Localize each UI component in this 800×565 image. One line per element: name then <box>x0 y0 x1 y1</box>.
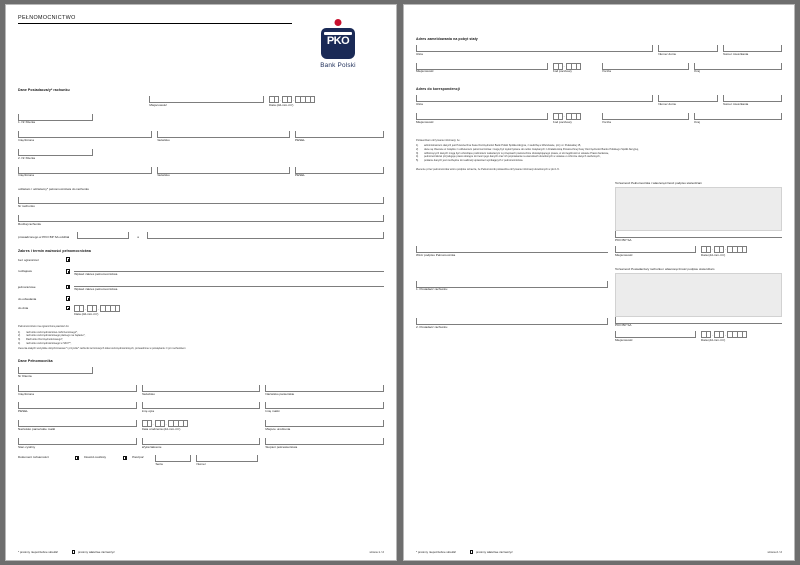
logo-dot-icon <box>335 19 342 26</box>
field-holder2-pesel[interactable] <box>295 167 384 179</box>
field-mail-flat-no[interactable] <box>723 95 782 107</box>
attorney-signature-field[interactable] <box>416 181 608 257</box>
gdpr-intro: Potwierdzam otrzymanie informacji, że: <box>416 138 461 142</box>
holder2-signature-label: 2. Posiadacz rachunku <box>416 326 448 330</box>
field-perm-country-line[interactable] <box>694 63 782 70</box>
holder2-client-row <box>18 149 384 161</box>
field-mail-country[interactable] <box>694 113 782 125</box>
field-attorney-education[interactable] <box>142 438 261 450</box>
field-mail-street-label: Ulica <box>416 103 423 107</box>
page-header <box>18 15 384 81</box>
field-perm-house-no-label: Numer domu <box>658 52 677 56</box>
holder-verification-block <box>615 267 782 343</box>
footnote-strike: * prosimy niepotrzebne skreślić <box>416 550 457 554</box>
checkbox-icon <box>72 550 75 553</box>
page-number: strona 2 / 2 <box>767 550 782 554</box>
field-mail-flat-no-label: Numer mieszkania <box>722 103 749 107</box>
field-attorney-marital-status[interactable] <box>18 438 137 450</box>
holder-bank-stamp[interactable] <box>615 317 782 329</box>
restriction-intro: Pełnomocnictwo ma ograniczoną wartość do: <box>18 325 70 329</box>
field-holder-stamp-city-label: Miejscowość <box>615 339 633 343</box>
footnote-check-label: prosimy właściwe zaznaczyć <box>77 550 115 554</box>
scope-option-until-revoked-label: do odwołania <box>18 296 37 301</box>
scope-option-until-date[interactable] <box>18 305 384 317</box>
holder1-client-row <box>18 114 384 126</box>
holder-stamp-citydate <box>615 331 782 343</box>
field-mail-country-label: Kraj <box>694 120 700 124</box>
field-attorney-stamp-city[interactable] <box>615 246 696 258</box>
field-perm-flat-no-line[interactable] <box>723 45 782 52</box>
restriction-item-text: rachunku oszczędnościowo-rozliczeniowego*, <box>26 330 78 334</box>
field-attorney-last-name-label: Nazwisko <box>141 392 155 396</box>
id-option-card-label: Dowód osobisty <box>84 455 107 459</box>
gdpr-block <box>416 139 782 174</box>
field-id-number-line[interactable] <box>196 455 258 462</box>
holder-verification-title: Tożsamość Posiadacza/y rachunku i własnoręczność podpisu stwierdzam <box>615 266 715 271</box>
gdpr-item: 4) pełnomocnikowi przysługuje prawo dostępu do treści jego danych oraz ich poprawiania na warunkach określonych w ustawie o ochronie danych osobowych, <box>416 155 601 159</box>
field-holder1-client-no-label: 1. Nr Klienta <box>18 121 36 125</box>
title-rule <box>18 23 292 24</box>
field-account-no-line[interactable] <box>18 197 384 204</box>
gdpr-item-text: odbiorcą tych danych mogą być uchodzące podmiotem wskazanym w przepisach powszechnie obowiązującego prawa, w szczególności w ustawie Prawo bankowe, <box>424 151 610 155</box>
gdpr-item-text: dane są zbierane w związku z udzieleniem pełnomocnictwa i mogą być wykorzystane do celów związanych z działalnością Powszechnej Kasy Oszczędności Banku Polskiego Spółki Akcyjnej, <box>424 147 639 151</box>
field-attorney-marital-status-label: Stan cywilny <box>18 445 36 449</box>
field-account-no[interactable] <box>18 197 384 209</box>
account-no-row <box>18 197 384 209</box>
holder-signature-area <box>416 267 782 343</box>
field-attorney-marital-status-line[interactable] <box>18 438 137 445</box>
field-perm-house-no[interactable] <box>658 45 717 57</box>
field-holder-stamp-date[interactable] <box>701 331 782 343</box>
field-holder2-last-name-line[interactable] <box>157 167 291 174</box>
field-perm-flat-no[interactable] <box>723 45 782 57</box>
gdpr-item-text: pełnomocnikowi przysługuje prawo dostępu do treści jego danych oraz ich poprawiania na warunkach określonych w ustawie o ochronie danych osobowych, <box>424 155 601 159</box>
field-city[interactable] <box>149 96 264 108</box>
field-holder1-pesel[interactable] <box>295 131 384 143</box>
field-perm-post-office[interactable] <box>602 63 690 75</box>
form-page-1 <box>5 4 397 561</box>
field-attorney-maiden-name-label: Nazwisko panieńskie <box>265 392 295 396</box>
field-attorney-birth-place-label: Miejsce urodzenia <box>265 427 291 431</box>
scope-option-single-label: jednorazowe <box>18 284 36 289</box>
gdpr-item-text: podanie danych jest niezbędne do realizacji uprawnień wynikających z pełnomocnictwa. <box>424 159 524 163</box>
field-attorney-mother-maiden[interactable] <box>18 420 137 432</box>
field-attorney-education-line[interactable] <box>142 438 261 445</box>
holder-bank-stamp-label: PKO BP SA <box>615 324 632 328</box>
mail-city-row <box>416 113 782 125</box>
gdpr-item: 5) podanie danych jest niezbędne do realizacji uprawnień wynikających z pełnomocnictwa. <box>416 159 524 163</box>
attorney-status-row <box>18 438 384 450</box>
field-perm-city[interactable] <box>416 63 548 75</box>
attorney-signature-label: Wzór podpisu Pełnomocnika <box>416 253 456 257</box>
gdpr-tail: Zlecenie przez pełnomocnika wzoru podpisu oznacza, że Pełnomocnik potwierdza otrzymanie informacji określonych w pkt 1-5. <box>416 168 560 171</box>
gdpr-item: 1) administratorem danych jest Powszechna Kasa Oszczędności Bank Polski Spółka Akcyjna, z siedzibą w Warszawie, przy ul. Puławskiej 15, <box>416 143 582 147</box>
field-holder2-first-name-line[interactable] <box>18 167 152 174</box>
field-perm-flat-no-label: Numer mieszkania <box>722 52 749 56</box>
attorney-stamp-citydate <box>615 246 782 258</box>
field-perm-street-line[interactable] <box>416 45 653 52</box>
holder-stamp-area[interactable] <box>615 273 782 317</box>
field-holder1-last-name-line[interactable] <box>157 131 291 138</box>
page1-footer <box>18 546 384 554</box>
field-attorney-birth-date[interactable] <box>142 420 261 432</box>
field-attorney-mother-maiden-line[interactable] <box>18 420 137 427</box>
holder1-signature-line[interactable] <box>416 281 608 288</box>
holder2-signature-line[interactable] <box>416 318 608 325</box>
field-attorney-first-name-label: Imię/Imiona <box>18 392 34 396</box>
field-attorney-pesel-line[interactable] <box>18 402 137 409</box>
pko-logo-mark <box>321 19 355 59</box>
field-holder1-last-name-label: Nazwisko <box>156 139 170 143</box>
field-mail-post-office[interactable] <box>602 113 690 125</box>
field-mail-city[interactable] <box>416 113 548 125</box>
scope-until-date-cells[interactable]: - - <box>74 305 120 312</box>
field-holder-stamp-city[interactable] <box>615 331 696 343</box>
field-account-type[interactable] <box>18 215 384 227</box>
field-branch-no[interactable] <box>77 232 129 239</box>
field-mail-post-office-line[interactable] <box>602 113 690 120</box>
field-attorney-last-name-line[interactable] <box>142 385 261 392</box>
scope-typed-hint: Wpisać zakres pełnomocnictwa <box>74 272 118 276</box>
checkbox-icon <box>470 550 473 553</box>
field-city-line[interactable] <box>149 96 264 103</box>
field-mail-flat-no-line[interactable] <box>723 95 782 102</box>
scope-option-unlimited-label: bez ograniczeń <box>18 257 39 262</box>
field-perm-postcode-label: Kod pocztowy <box>552 70 572 74</box>
field-mail-country-line[interactable] <box>694 113 782 120</box>
section-heading-mail-address: Adres do korespondencji <box>416 87 460 92</box>
field-attorney-first-name-line[interactable] <box>18 385 137 392</box>
mail-street-row <box>416 95 782 107</box>
field-holder1-pesel-label: PESEL <box>295 139 305 143</box>
restriction-item-text: Rachunku Oszczędnościowego*, <box>26 338 64 342</box>
field-holder1-client-no-line[interactable] <box>18 114 93 121</box>
branch-join-label: w <box>137 235 140 239</box>
field-mail-house-no-line[interactable] <box>658 95 717 102</box>
branch-prefix-label: prowadzonego w PKO BP SA oddział <box>18 235 70 239</box>
scope-typed-input[interactable] <box>74 266 384 277</box>
field-holder1-client-no[interactable] <box>18 114 93 126</box>
field-attorney-relation-label: Stopień pokrewieństwa <box>265 445 298 449</box>
checkbox-icon[interactable] <box>75 456 79 460</box>
field-attorney-mother-name[interactable] <box>265 402 384 414</box>
attorney-birth-row <box>18 420 384 432</box>
attorney-signature-line[interactable] <box>416 246 608 253</box>
field-id-series-label: Seria <box>155 463 163 467</box>
field-attorney-mother-maiden-label: Nazwisko panieńskie matki <box>18 427 56 431</box>
holder1-signature-label: 1. Posiadacz rachunku <box>416 288 448 292</box>
section-heading-attorney: Dane Pełnomocnika <box>18 359 53 364</box>
field-attorney-birth-place-line[interactable] <box>265 420 384 427</box>
holder-signature-fields <box>416 267 608 343</box>
field-attorney-maiden-name[interactable] <box>265 385 384 397</box>
checkbox-icon[interactable] <box>66 306 70 310</box>
field-attorney-relation-line[interactable] <box>265 438 384 445</box>
attorney-verification-title: Tożsamość Pełnomocnika i własnoręczność podpisu stwierdzam <box>615 181 703 186</box>
field-mail-postcode-cells[interactable]: - <box>553 113 597 120</box>
field-city-label: Miejscowość <box>149 103 167 107</box>
field-top-date-cells[interactable]: - - <box>269 96 384 103</box>
gdpr-item: 3) odbiorcą tych danych mogą być uchodzące podmiotem wskazanym w przepisach powszechnie obowiązującego prawa, w szczególności w ustawie Prawo bankowe, <box>416 151 610 155</box>
field-perm-city-line[interactable] <box>416 63 548 70</box>
section-heading-principal: Dane Posiadacza/y* rachunku <box>18 88 70 92</box>
field-branch-city[interactable] <box>147 232 384 239</box>
field-id-number-label: Numer <box>196 463 206 467</box>
field-attorney-relation[interactable] <box>265 438 384 450</box>
field-account-type-label: Rodzaj rachunku <box>18 222 42 226</box>
restriction-item: 4) rachunku oszczędnościowego w SKO**, <box>18 342 72 346</box>
field-attorney-first-name[interactable] <box>18 385 137 397</box>
field-holder2-client-no-label: 2. Nr Klienta <box>18 156 36 160</box>
section-heading-scope: Zakres i termin ważności pełnomocnictwa <box>18 249 91 254</box>
field-attorney-father-name[interactable] <box>142 402 261 414</box>
scope-single-hint: Wpisać zakres pełnomocnictwa <box>74 288 118 292</box>
scope-option-typed[interactable] <box>18 266 384 277</box>
scope-option-unlimited[interactable] <box>18 257 384 261</box>
field-holder2-first-name[interactable] <box>18 167 152 179</box>
field-attorney-mother-name-line[interactable] <box>265 402 384 409</box>
field-attorney-client-no-label: Nr Klienta <box>18 374 32 378</box>
field-mail-house-no-label: Numer domu <box>658 103 677 107</box>
field-perm-postcode-cells[interactable]: - <box>553 63 597 70</box>
page2-footer <box>416 546 782 554</box>
scope-until-date-hint: Data (dd-mm-rrrr) <box>74 312 99 316</box>
attorney-bank-stamp[interactable] <box>615 231 782 243</box>
checkbox-icon[interactable] <box>66 269 70 273</box>
checkbox-icon[interactable] <box>123 456 127 460</box>
checkbox-icon[interactable] <box>66 296 70 300</box>
gdpr-item-text: administratorem danych jest Powszechna Kasa Oszczędności Bank Polski Spółka Akcyjna, z siedzibą w Warszawie, przy ul. Puławskiej 15, <box>424 143 582 147</box>
permanent-city-row <box>416 63 782 75</box>
restriction-block <box>18 325 384 352</box>
field-branch-city-line[interactable] <box>147 232 384 239</box>
field-attorney-father-name-line[interactable] <box>142 402 261 409</box>
field-holder1-first-name-label: Imię/Imiona <box>18 139 34 143</box>
field-holder2-first-name-label: Imię/Imiona <box>18 174 34 178</box>
field-mail-post-office-label: Poczta <box>601 120 611 124</box>
account-type-row <box>18 215 384 227</box>
scope-option-until-revoked[interactable] <box>18 296 384 300</box>
field-perm-post-office-line[interactable] <box>602 63 690 70</box>
grant-statement: udzielam / udzielamy* pełnomocnictwa do rachunku <box>18 188 90 192</box>
field-holder1-pesel-line[interactable] <box>295 131 384 138</box>
field-attorney-stamp-city-line[interactable] <box>615 246 696 253</box>
scope-option-until-date-label: do dnia <box>18 306 29 311</box>
field-attorney-birth-place[interactable] <box>265 420 384 432</box>
field-perm-postcode[interactable] <box>553 63 597 75</box>
field-mail-postcode[interactable] <box>553 113 597 125</box>
section-heading-permanent-address: Adres zameldowania na pobyt stały <box>416 37 478 41</box>
field-attorney-father-name-label: Imię ojca <box>141 410 155 414</box>
field-attorney-client-no-line[interactable] <box>18 367 93 374</box>
checkbox-icon[interactable] <box>66 285 70 289</box>
field-holder1-first-name-line[interactable] <box>18 131 152 138</box>
field-attorney-education-label: Wykształcenie <box>141 445 162 449</box>
id-document-row <box>18 455 384 467</box>
field-attorney-stamp-date-cells[interactable]: - - <box>701 246 782 253</box>
field-branch-no-line[interactable] <box>77 232 129 239</box>
field-attorney-birth-date-label: Data urodzenia (dd-mm-rrrr) <box>141 427 181 431</box>
field-attorney-mother-name-label: Imię matki <box>265 410 280 414</box>
field-mail-house-no[interactable] <box>658 95 717 107</box>
field-attorney-stamp-date-label: Data (dd-mm-rrrr) <box>701 253 726 257</box>
holder-bank-stamp-line[interactable] <box>615 317 782 324</box>
restriction-tail: zlecenia stałych wszystkie dotychczasowe* i przyszłe* rachunki terminowych lokat oszczędnościowych, prowadzone w powiązaniu z tym rachunkiem <box>18 346 186 350</box>
field-holder1-last-name[interactable] <box>157 131 291 143</box>
scope-option-typed-label: rodzajowe <box>18 269 33 274</box>
field-perm-street-label: Ulica <box>416 52 423 56</box>
title-block <box>18 15 292 29</box>
attorney-client-row <box>18 367 384 379</box>
field-holder2-pesel-line[interactable] <box>295 167 384 174</box>
attorney-pesel-row <box>18 402 384 414</box>
page-title: PEŁNOMOCNICTWO <box>18 15 76 21</box>
field-attorney-birth-date-cells[interactable]: - - <box>142 420 261 427</box>
field-holder2-client-no-line[interactable] <box>18 149 93 156</box>
field-perm-country-label: Kraj <box>694 70 700 74</box>
field-holder2-client-no[interactable] <box>18 149 93 161</box>
attorney-bank-stamp-line[interactable] <box>615 231 782 238</box>
field-mail-city-line[interactable] <box>416 113 548 120</box>
field-holder-stamp-date-label: Data (dd-mm-rrrr) <box>701 339 726 343</box>
field-attorney-stamp-date[interactable] <box>701 246 782 258</box>
field-holder2-pesel-label: PESEL <box>295 174 305 178</box>
field-mail-street[interactable] <box>416 95 653 107</box>
branch-row <box>18 232 384 239</box>
field-perm-country[interactable] <box>694 63 782 75</box>
pko-logo <box>292 15 384 69</box>
holder1-signature-field[interactable] <box>416 281 608 293</box>
field-attorney-stamp-city-label: Miejscowość <box>615 253 633 257</box>
field-holder-stamp-city-line[interactable] <box>615 331 696 338</box>
attorney-name-row <box>18 385 384 397</box>
holder2-name-row <box>18 167 384 179</box>
holder1-name-row <box>18 131 384 143</box>
field-holder-stamp-date-cells[interactable]: - - <box>701 331 782 338</box>
id-option-passport-label: Paszport <box>132 455 145 459</box>
field-perm-post-office-label: Poczta <box>601 70 611 74</box>
checkbox-icon[interactable] <box>66 257 70 261</box>
footnote-check <box>470 550 513 554</box>
field-mail-street-line[interactable] <box>416 95 653 102</box>
footnote-check-label: prosimy właściwe zaznaczyć <box>475 550 513 554</box>
field-id-number[interactable] <box>196 455 258 467</box>
field-id-series-line[interactable] <box>155 455 191 462</box>
field-holder1-first-name[interactable] <box>18 131 152 143</box>
field-attorney-pesel-label: PESEL <box>18 410 28 414</box>
footnote-strike: * prosimy niepotrzebne skreślić <box>18 550 59 554</box>
attorney-signature-area <box>416 181 782 257</box>
id-document-label: Dokument tożsamości: <box>18 455 50 459</box>
field-account-type-line[interactable] <box>18 215 384 222</box>
field-attorney-maiden-name-line[interactable] <box>265 385 384 392</box>
field-id-series[interactable] <box>155 455 191 467</box>
city-date-row <box>18 96 384 108</box>
field-attorney-pesel[interactable] <box>18 402 137 414</box>
scope-option-single[interactable] <box>18 281 384 292</box>
holder2-signature-field[interactable] <box>416 318 608 330</box>
field-attorney-client-no[interactable] <box>18 367 93 379</box>
field-mail-postcode-label: Kod pocztowy <box>552 120 572 124</box>
field-holder2-last-name-label: Nazwisko <box>156 174 170 178</box>
logo-letters: PKO <box>326 35 350 47</box>
field-perm-street[interactable] <box>416 45 653 57</box>
restriction-item: 1) rachunku oszczędnościowo-rozliczeniowego*, <box>18 330 78 334</box>
field-perm-city-label: Miejscowość <box>416 70 434 74</box>
attorney-verification-block <box>615 181 782 257</box>
field-account-no-label: Nr rachunku <box>18 204 35 208</box>
form-page-2 <box>403 4 795 561</box>
field-holder2-last-name[interactable] <box>157 167 291 179</box>
page-number: strona 1 / 2 <box>369 550 384 554</box>
restriction-item-text: rachunku oszczędnościowego w SKO**, <box>26 342 72 346</box>
field-attorney-last-name[interactable] <box>142 385 261 397</box>
field-top-date[interactable] <box>269 96 384 108</box>
field-mail-city-label: Miejscowość <box>416 120 434 124</box>
field-perm-house-no-line[interactable] <box>658 45 717 52</box>
restriction-item: 2) rachunku oszczędnościowego płatnego na żądanie*, <box>18 334 86 338</box>
attorney-stamp-area[interactable] <box>615 187 782 231</box>
footnote-check <box>72 550 115 554</box>
attorney-bank-stamp-label: PKO BP SA <box>615 239 632 243</box>
gdpr-item: 2) dane są zbierane w związku z udzieleniem pełnomocnictwa i mogą być wykorzystane do celów związanych z działalnością Powszechnej Kasy Oszczędności Banku Polskiego Spółki Akcyjnej, <box>416 147 639 151</box>
scope-single-input[interactable] <box>74 281 384 292</box>
restriction-item-text: rachunku oszczędnościowego płatnego na żądanie*, <box>26 334 86 338</box>
field-top-date-label: Data (dd-mm-rrrr) <box>269 103 294 107</box>
restriction-item: 3) Rachunku Oszczędnościowego*, <box>18 338 64 342</box>
brand-name: Bank Polski <box>320 62 356 69</box>
permanent-street-row <box>416 45 782 57</box>
